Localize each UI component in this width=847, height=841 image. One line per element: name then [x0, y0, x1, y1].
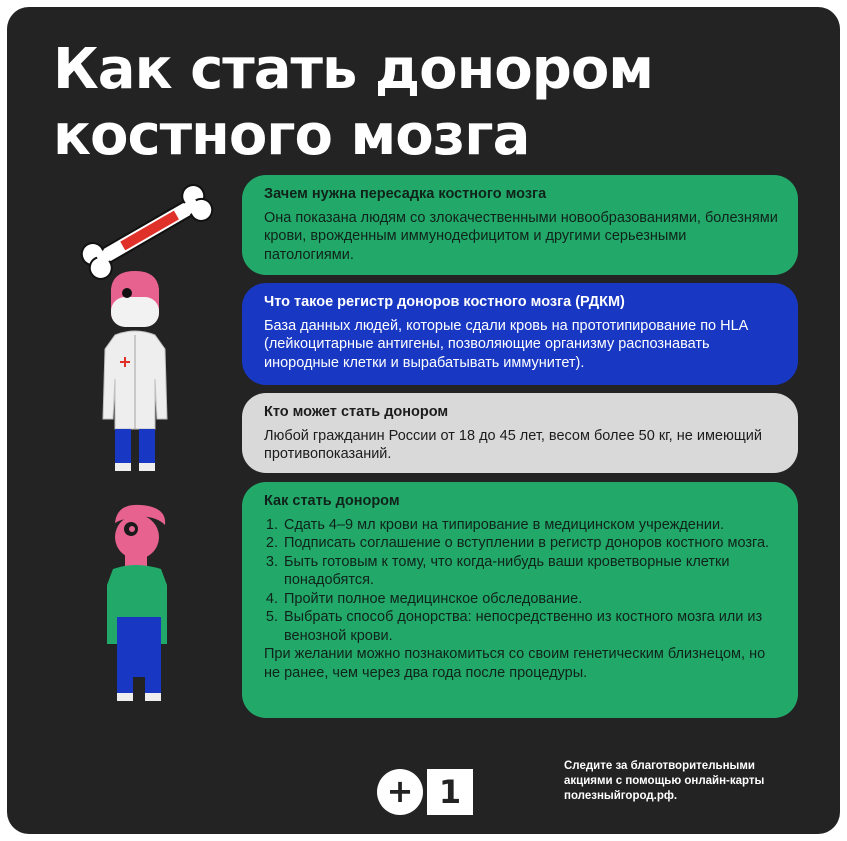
section-why-transplant	[242, 175, 798, 275]
section-registry-text: База данных людей, которые сдали кровь на прототипирование по HLA (лейкоцитарные антигены, позволяющие организму распознавать инородные клетки и вырабатывать иммунитет).	[264, 317, 748, 371]
plus-one-logo	[375, 767, 475, 817]
bone-icon	[67, 182, 227, 282]
section-how-to-donate	[242, 482, 798, 718]
logo-plus: +	[386, 772, 414, 810]
step-item: 2. Подписать соглашение о вступлении в регистр доноров костного мозга.	[282, 534, 778, 553]
title-line-1: Как стать донором	[53, 37, 654, 102]
section-who-can-donate	[242, 393, 798, 473]
section-how-heading: Как стать донором	[264, 493, 400, 509]
section-who-heading: Кто может стать донором	[264, 404, 449, 420]
step-item: 3. Быть готовым к тому, что когда-нибудь ваши кроветворные клетки понадобятся.	[282, 553, 778, 590]
infographic-card	[7, 7, 840, 834]
steps-list	[264, 516, 778, 646]
section-why-text: Она показана людям со злокачественными новообразованиями, болезнями крови, врожденным иммунодефицитом и другими серьезными патологиями.	[264, 209, 778, 263]
step-item: 4. Пройти полное медицинское обследование.	[282, 590, 778, 609]
doctor-illustration	[95, 269, 175, 479]
step-item: 5. Выбрать способ донорства: непосредственно из костного мозга или из венозной крови.	[282, 608, 778, 645]
donor-illustration	[95, 499, 185, 704]
section-who-text: Любой гражданин России от 18 до 45 лет, весом более 50 кг, не имеющий противопоказаний.	[264, 427, 762, 462]
section-how-note: При желании можно познакомиться со своим генетическим близнецом, но не ранее, чем через два года после процедуры.	[264, 646, 766, 681]
page-title	[53, 37, 653, 169]
step-item: 1. Сдать 4–9 мл крови на типирование в медицинском учреждении.	[282, 516, 778, 535]
title-line-2: костного мозга	[53, 103, 530, 168]
logo-one: 1	[438, 773, 462, 811]
section-registry-heading: Что такое регистр доноров костного мозга (РДКМ)	[264, 294, 625, 310]
section-registry	[242, 283, 798, 385]
footer-text: Следите за благотворительными акциями с помощью онлайн-карты полезныйгород.рф.	[564, 760, 765, 802]
section-why-heading: Зачем нужна пересадка костного мозга	[264, 186, 547, 202]
